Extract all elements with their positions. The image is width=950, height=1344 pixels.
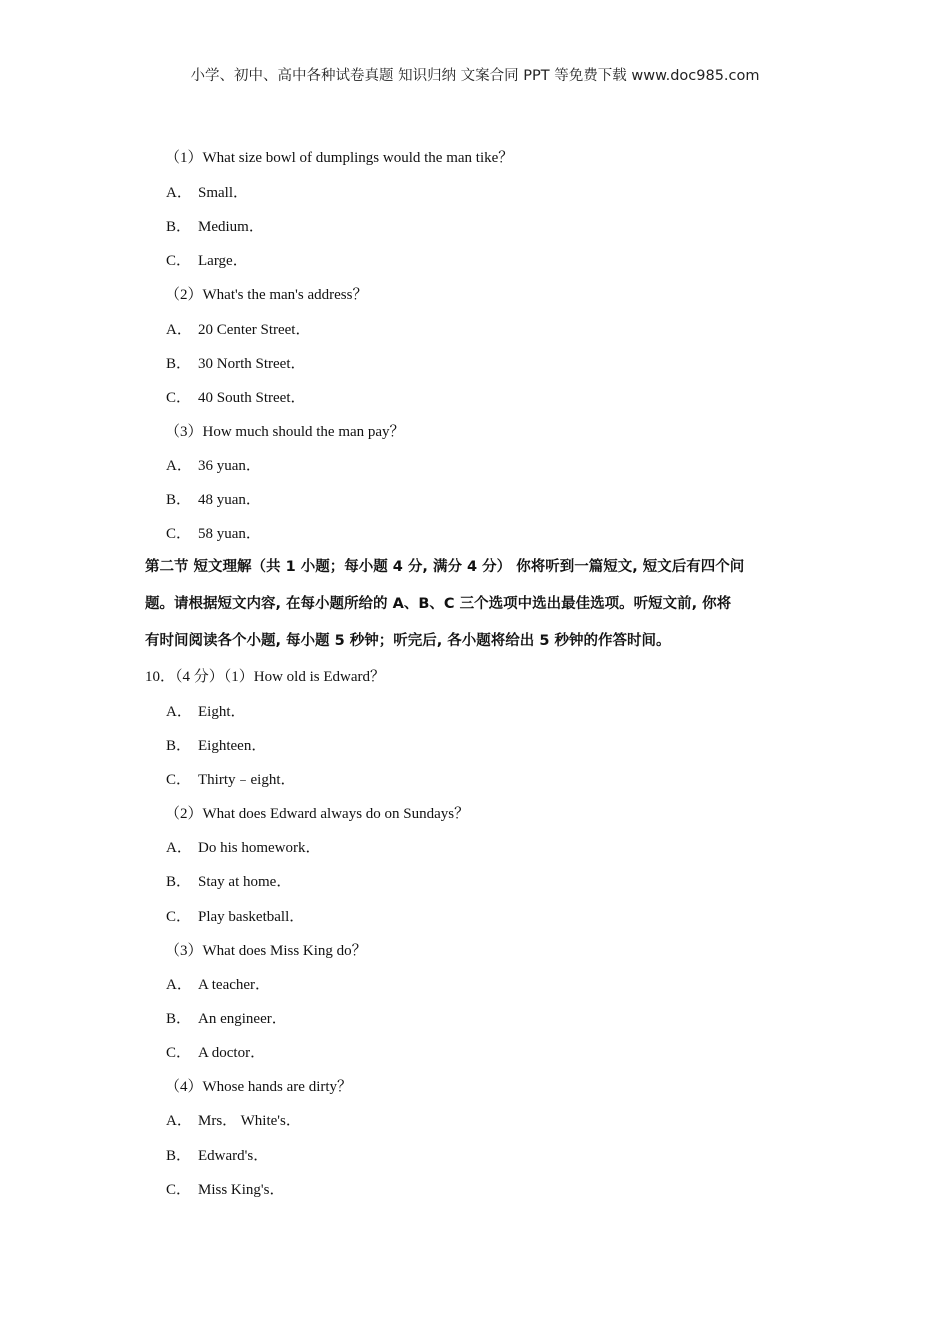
option-text: Miss King's． xyxy=(198,1182,285,1198)
option-c xyxy=(166,1042,265,1064)
option-letter: B． xyxy=(166,738,192,754)
option-letter: C． xyxy=(166,772,192,788)
option-letter: C． xyxy=(166,390,192,406)
option-letter: C． xyxy=(166,253,192,269)
question-10-3: （3）What does Miss King do？ xyxy=(165,943,367,959)
option-text: Stay at home． xyxy=(198,874,292,890)
option-c xyxy=(166,387,306,409)
option-letter: B． xyxy=(166,219,192,235)
question-10-4: （4）Whose hands are dirty？ xyxy=(165,1079,353,1095)
option-letter: A． xyxy=(166,704,192,720)
option-b xyxy=(166,871,291,893)
option-b xyxy=(166,735,266,757)
option-a xyxy=(166,974,270,996)
option-letter: B． xyxy=(166,874,192,890)
option-b xyxy=(166,489,261,511)
option-b xyxy=(166,1145,268,1167)
question-10-2: （2）What does Edward always do on Sundays？ xyxy=(165,806,470,822)
option-text: 36 yuan． xyxy=(198,458,261,474)
page-header: 小学、初中、高中各种试卷真题 知识归纳 文案合同 PPT 等免费下载 www.doc985.com xyxy=(190,68,760,84)
option-text: A doctor． xyxy=(198,1045,266,1061)
option-b xyxy=(166,216,264,238)
option-text: Medium． xyxy=(198,219,264,235)
option-letter: A． xyxy=(166,185,192,201)
option-text: 40 South Street． xyxy=(198,390,306,406)
option-letter: A． xyxy=(166,322,192,338)
option-b xyxy=(166,1008,287,1030)
option-text: Large． xyxy=(198,253,248,269)
option-text: Edward's． xyxy=(198,1148,269,1164)
option-c xyxy=(166,1179,284,1201)
option-a xyxy=(166,701,246,723)
option-letter: C． xyxy=(166,526,192,542)
section-line-1: 第二节 短文理解（共 1 小题；每小题 4 分, 满分 4 分） 你将听到一篇短文, 短文后有四个问 xyxy=(145,559,745,575)
option-text: 30 North Street． xyxy=(198,356,306,372)
option-text: Eighteen． xyxy=(198,738,267,754)
section-line-3: 有时间阅读各个小题, 每小题 5 秒钟；听完后, 各小题将给出 5 秒钟的作答时间。 xyxy=(145,633,671,649)
option-text: 58 yuan． xyxy=(198,526,261,542)
option-letter: B． xyxy=(166,1148,192,1164)
option-a xyxy=(166,182,248,204)
option-text: A teacher． xyxy=(198,977,271,993)
option-a xyxy=(166,319,310,341)
option-text: Do his homework． xyxy=(198,840,321,856)
option-letter: C． xyxy=(166,909,192,925)
option-text: Play basketball． xyxy=(198,909,305,925)
option-c xyxy=(166,769,296,791)
option-text: 20 Center Street． xyxy=(198,322,311,338)
option-letter: A． xyxy=(166,458,192,474)
option-text: Eight． xyxy=(198,704,246,720)
option-a xyxy=(166,837,321,859)
option-text: Mrs． White's． xyxy=(198,1113,301,1129)
question-10-1: （1）How old is Edward？ xyxy=(223,669,386,685)
option-letter: A． xyxy=(166,840,192,856)
option-letter: B． xyxy=(166,1011,192,1027)
option-text: 48 yuan． xyxy=(198,492,261,508)
option-c xyxy=(166,250,248,272)
option-text: An engineer． xyxy=(198,1011,287,1027)
question-1-1: （1）What size bowl of dumplings would the man tike？ xyxy=(165,150,514,166)
question-number: 10．（4 分） xyxy=(145,669,224,685)
option-letter: B． xyxy=(166,356,192,372)
option-a xyxy=(166,1110,301,1132)
question-1-3: （3）How much should the man pay？ xyxy=(165,424,405,440)
option-b xyxy=(166,353,305,375)
option-letter: A． xyxy=(166,977,192,993)
option-a xyxy=(166,455,261,477)
section-instructions xyxy=(145,549,815,660)
question-10 xyxy=(145,666,385,688)
option-c xyxy=(166,523,261,545)
option-letter: C． xyxy=(166,1045,192,1061)
option-letter: C． xyxy=(166,1182,192,1198)
option-c xyxy=(166,906,304,928)
option-letter: B． xyxy=(166,492,192,508)
section-line-2: 题。请根据短文内容, 在每小题所给的 A、B、C 三个选项中选出最佳选项。听短文前, 你将 xyxy=(145,596,732,612)
question-1-2: （2）What's the man's address？ xyxy=(165,287,368,303)
option-text: Small． xyxy=(198,185,249,201)
option-letter: A． xyxy=(166,1113,192,1129)
option-text: Thirty﹣eight． xyxy=(198,772,296,788)
